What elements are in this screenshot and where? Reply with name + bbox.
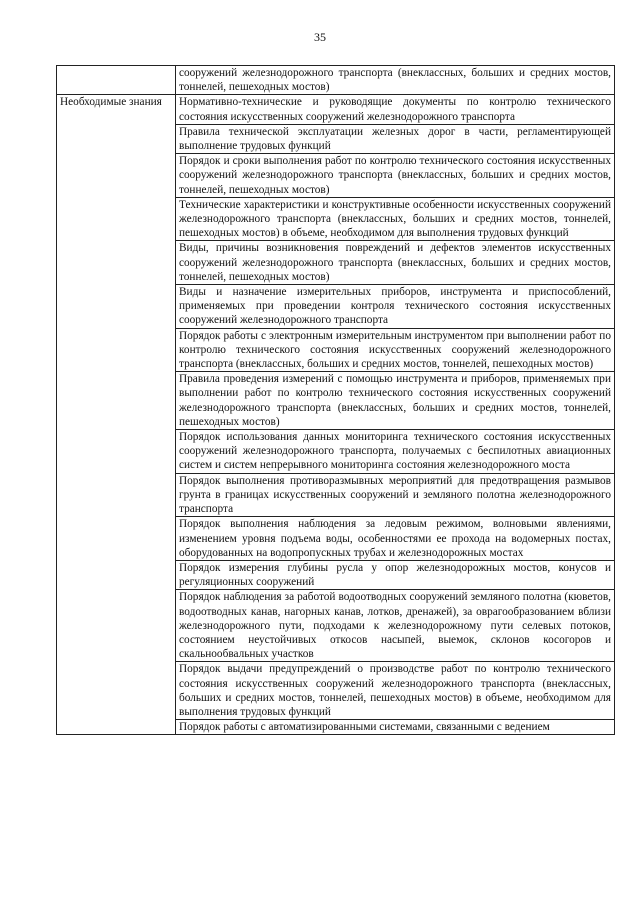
section-label: Необходимые знания — [57, 95, 176, 735]
knowledge-item: Порядок выдачи предупреждений о производстве работ по контролю технического состояния искусственных сооружений железнодорожного транспорта (внеклассных, больших и средних мостов, тоннелей, пешеходных мостов) в объеме, необходимом для выполнения трудовых функций — [176, 662, 615, 720]
row-label — [57, 66, 176, 95]
knowledge-item: Порядок работы с электронным измерительным инструментом при выполнении работ по контролю технического состояния искусственных сооружений железнодорожного транспорта (внеклассных, больших и средних мостов, тоннелей, пешеходных мостов) — [176, 328, 615, 372]
knowledge-item: Правила проведения измерений с помощью инструмента и приборов, применяемых при выполнении работ по контролю технического состояния искусственных сооружений железнодорожного транспорта (внеклассных, больших и средних мостов, тоннелей, пешеходных мостов) — [176, 372, 615, 430]
knowledge-item: Технические характеристики и конструктивные особенности искусственных сооружений железнодорожного транспорта (внеклассных, больших и средних мостов, тоннелей, пешеходных мостов) в объеме, необходимом для выполнения трудовых функций — [176, 197, 615, 241]
knowledge-item: Порядок использования данных мониторинга технического состояния искусственных сооружений железнодорожного транспорта, получаемых с беспилотных авиационных систем и систем непрерывного мониторинга состояния железнодорожного моста — [176, 430, 615, 474]
knowledge-item: Порядок выполнения противоразмывных мероприятий для предотвращения размывов грунта в границах искусственных сооружений и земляного полотна железнодорожного транспорта — [176, 473, 615, 517]
table-row — [57, 66, 615, 95]
knowledge-item: Порядок работы с автоматизированными системами, связанными с ведением — [176, 720, 615, 735]
row-text: сооружений железнодорожного транспорта (внеклассных, больших и средних мостов, тоннелей, пешеходных мостов) — [176, 66, 615, 95]
requirements-table — [56, 65, 615, 735]
knowledge-item: Порядок наблюдения за работой водоотводных сооружений земляного полотна (кюветов, водоотводных канав, нагорных канав, лотков, дренажей), за оврагообразованием вблизи железнодорожного пути, подходами к железнодорожному пути селевых потоков, состоянием неустойчивых откосов насыпей, выемок, склонов косогоров и скальнообвальных участков — [176, 590, 615, 662]
knowledge-item: Виды, причины возникновения повреждений и дефектов элементов искусственных сооружений железнодорожного транспорта (внеклассных, больших и средних мостов, тоннелей, пешеходных мостов) — [176, 241, 615, 285]
page-number: 35 — [314, 30, 326, 44]
knowledge-item: Правила технической эксплуатации железных дорог в части, регламентирующей выполнение трудовых функций — [176, 124, 615, 153]
knowledge-item: Порядок измерения глубины русла у опор железнодорожных мостов, конусов и регуляционных сооружений — [176, 560, 615, 589]
table-row — [57, 95, 615, 124]
knowledge-item: Виды и назначение измерительных приборов, инструмента и приспособлений, применяемых при проведении контроля технического состояния искусственных сооружений железнодорожного транспорта — [176, 285, 615, 329]
knowledge-item: Порядок и сроки выполнения работ по контролю технического состояния искусственных сооружений железнодорожного транспорта (внеклассных, больших и средних мостов, тоннелей, пешеходных мостов) — [176, 154, 615, 198]
knowledge-item: Порядок выполнения наблюдения за ледовым режимом, волновыми явлениями, изменением уровня подъема воды, особенностями ее прохода на водомерных постах, оборудованных на водопропускных трубах и железнодорожных мостах — [176, 517, 615, 561]
knowledge-item: Нормативно-технические и руководящие документы по контролю технического состояния искусственных сооружений железнодорожного транспорта — [176, 95, 615, 124]
